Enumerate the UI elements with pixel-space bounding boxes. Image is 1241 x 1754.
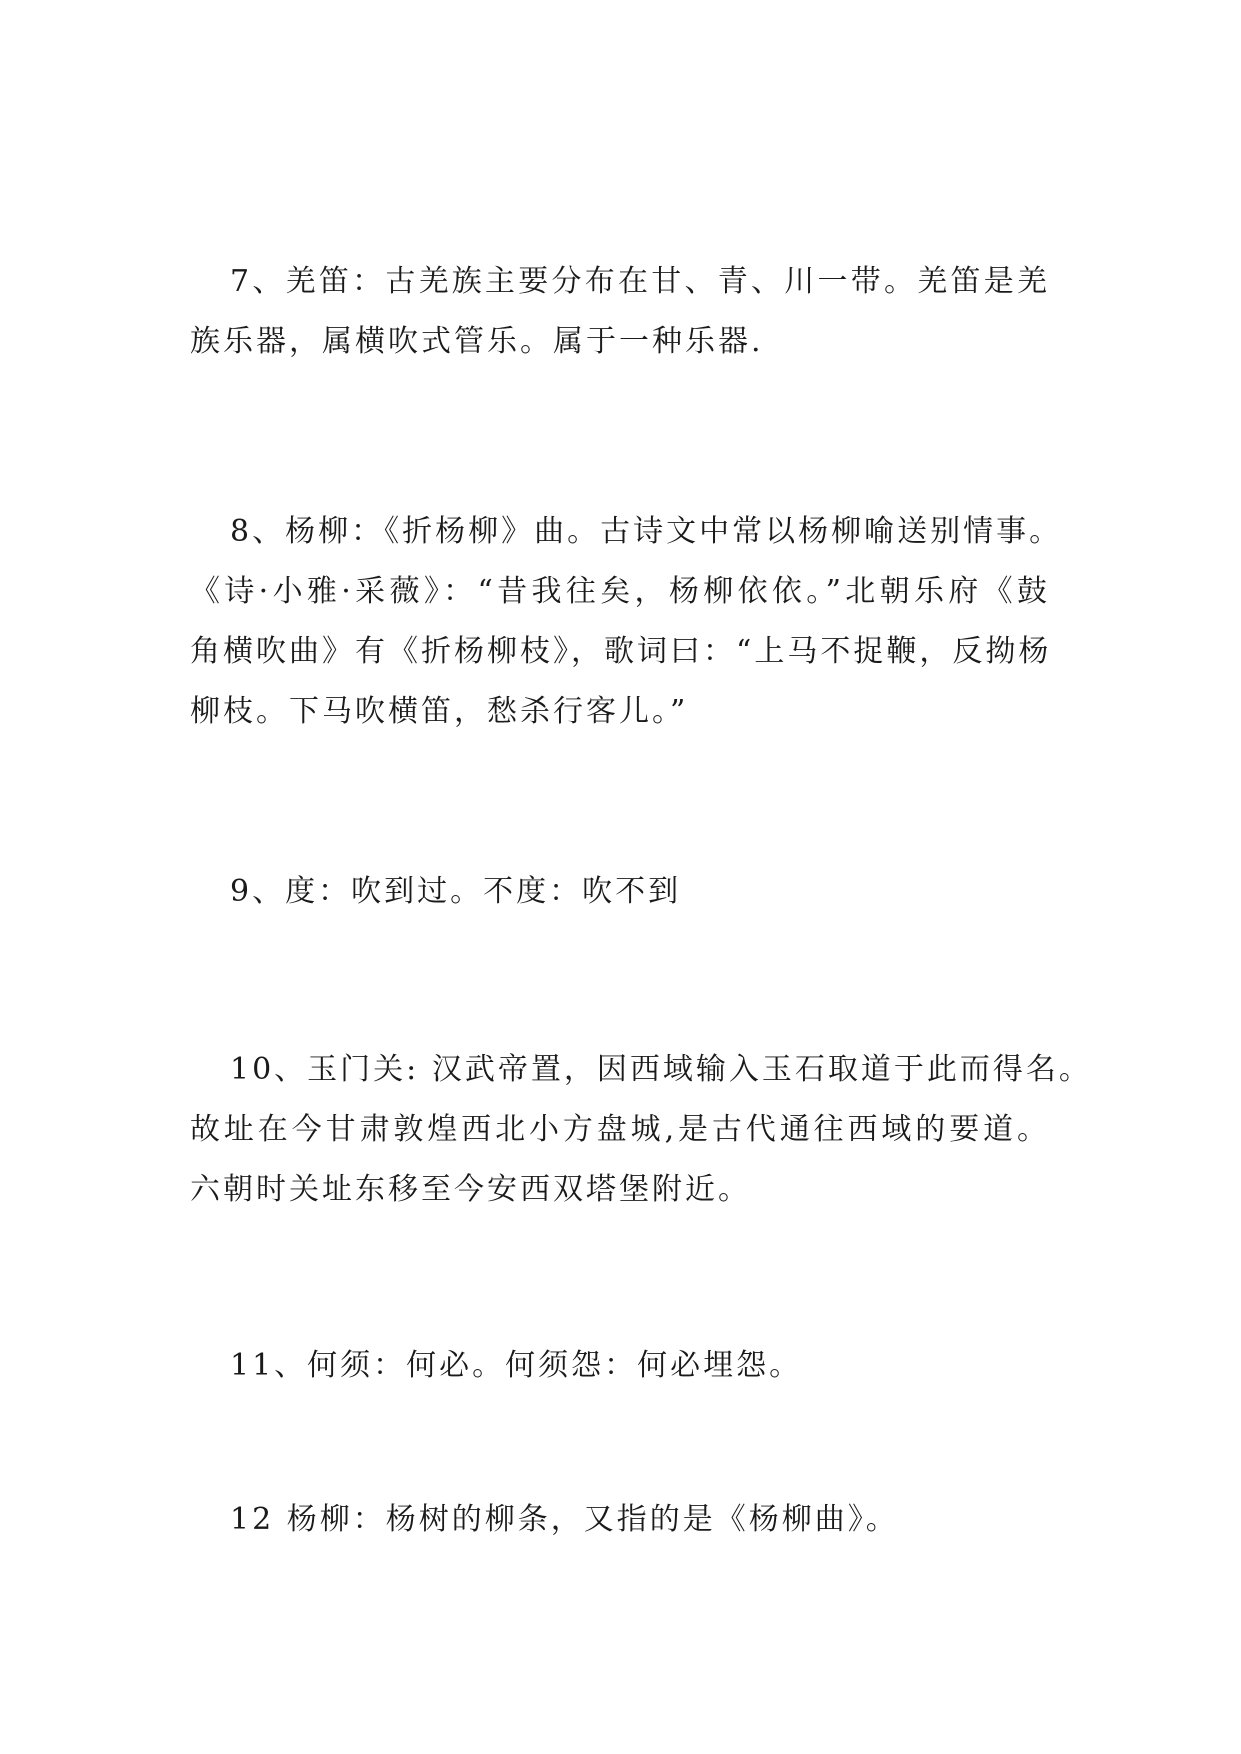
paragraph-line: 12 杨柳：杨树的柳条，又指的是《杨柳曲》。 [230, 1502, 899, 1537]
paragraph-item-8 [190, 502, 1063, 742]
paragraph-line: 六朝时关址东移至今安西双塔堡附近。 [190, 1172, 751, 1207]
paragraph-line: 故址在今甘肃敦煌西北小方盘城,是古代通往西域的要道。 [190, 1112, 1050, 1147]
paragraph-item-11 [190, 1336, 1050, 1396]
paragraph-line: 族乐器，属横吹式管乐。属于一种乐器. [190, 324, 764, 359]
paragraph-item-7 [190, 252, 1050, 372]
paragraph-item-9 [190, 862, 1050, 922]
paragraph-line: 7、羌笛：古羌族主要分布在甘、青、川一带。羌笛是羌 [230, 264, 1050, 299]
paragraph-line: 柳枝。下马吹横笛，愁杀行客儿。” [190, 694, 689, 729]
paragraph-line: 《诗·小雅·采薇》：“昔我往矣，杨柳依依。”北朝乐府《鼓 [190, 574, 1050, 609]
paragraph-item-12 [190, 1490, 1050, 1550]
paragraph-line: 9、度：吹到过。不度：吹不到 [230, 874, 682, 909]
paragraph-line: 角横吹曲》有《折杨柳枝》，歌词曰：“上马不捉鞭，反拗杨 [190, 634, 1052, 669]
paragraph-line: 11、何须：何必。何须怨：何必埋怨。 [230, 1348, 803, 1383]
paragraph-line: 10、玉门关: 汉武帝置，因西域输入玉石取道于此而得名。 [230, 1052, 1092, 1087]
paragraph-line: 8、杨柳：《折杨柳》曲。古诗文中常以杨柳喻送别情事。 [230, 514, 1063, 549]
paragraph-item-10 [190, 1040, 1092, 1220]
